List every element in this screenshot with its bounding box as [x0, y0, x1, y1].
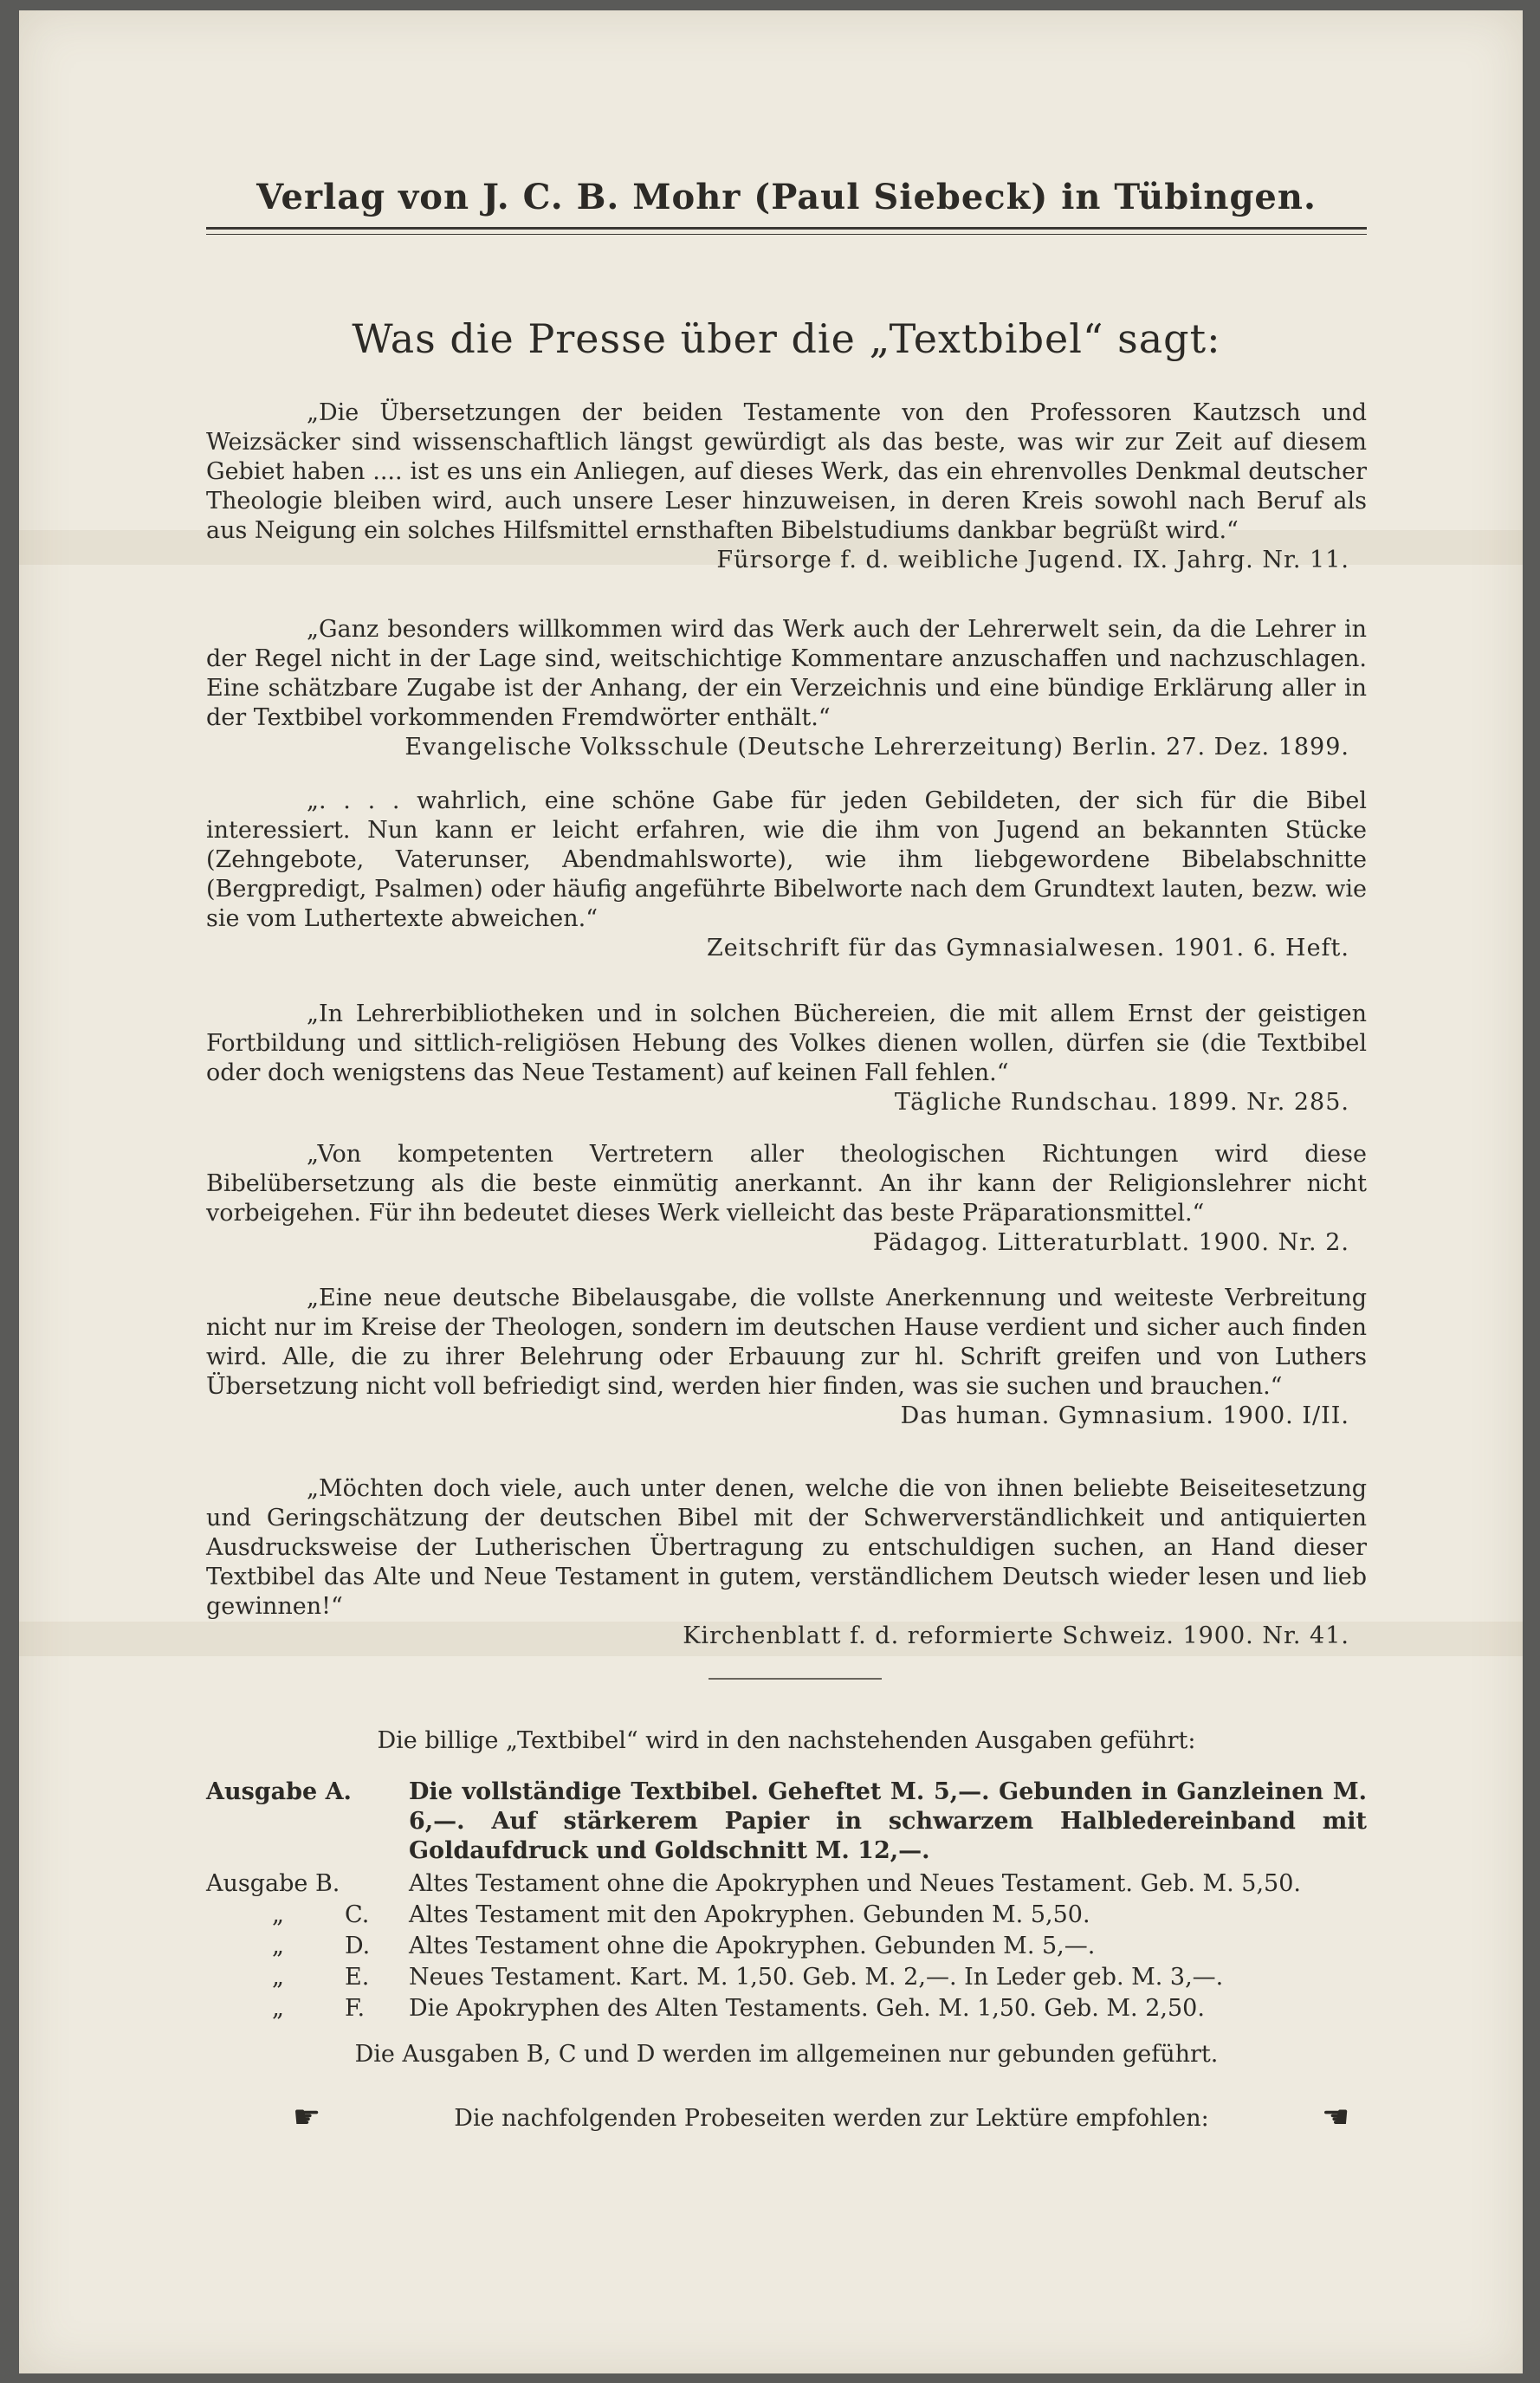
edition-text: Altes Testament mit den Apokryphen. Gebunden M. 5,50.: [409, 1901, 1090, 1928]
quote-source: Evangelische Volksschule (Deutsche Lehrerzeitung) Berlin. 27. Dez. 1899.: [404, 734, 1349, 761]
press-quote: [206, 615, 1367, 762]
section-divider: [709, 1678, 882, 1680]
ditto-mark: „: [272, 1995, 284, 2022]
press-quote: [206, 787, 1367, 963]
edition-letter: F.: [345, 1995, 366, 2022]
press-quote: [206, 1140, 1367, 1258]
quote-source: Fürsorge f. d. weibliche Jugend. IX. Jahrg. Nr. 11.: [716, 547, 1349, 573]
quote-text: „Eine neue deutsche Bibelausgabe, die vollste Anerkennung und weiteste Verbreitung nicht nur im Kreise der Theologen, sondern im deutschen Hause verdient und sicher auch finden wird. Alle, die zu ihrer Belehrung oder Erbauung zur hl. Schrift greifen und von Luthers Übersetzung nicht voll befriedigt sind, werden hier finden, was sie suchen und brauchen.“: [206, 1285, 1367, 1400]
header-rule-thin: [206, 234, 1367, 235]
quote-source: Pädagog. Litteraturblatt. 1900. Nr. 2.: [872, 1229, 1349, 1256]
ditto-mark: „: [272, 1964, 284, 1991]
edition-text: Altes Testament ohne die Apokryphen. Gebunden M. 5,—.: [409, 1933, 1096, 1959]
quote-source: Kirchenblatt f. d. reformierte Schweiz. 1900. Nr. 41.: [683, 1622, 1349, 1649]
press-quote: [206, 398, 1367, 575]
page-sheet: [19, 10, 1523, 2373]
quote-text: „In Lehrerbibliotheken und in solchen Büchereien, die mit allem Ernst der geistigen Fortbildung und sittlich-religiösen Hebung des Volkes dienen wollen, dürfen sie (die Textbibel oder doch wenigstens das Neue Testament) auf keinen Fall fehlen.“: [206, 1000, 1367, 1086]
pointing-hand-icon: ☛: [1321, 2100, 1349, 2135]
press-quote: [206, 1474, 1367, 1651]
quote-text: „Von kompetenten Vertretern aller theologischen Richtungen wird diese Bibelübersetzung als die beste einmütig anerkannt. An ihr kann der Religionslehrer nicht vorbeigehen. Für ihn bedeutet dieses Werk vielleicht das beste Präparationsmittel.“: [206, 1141, 1367, 1227]
editions-intro: Die billige „Textbibel“ wird in den nachstehenden Ausgaben geführt:: [377, 1727, 1196, 1754]
quote-source: Zeitschrift für das Gymnasialwesen. 1901. 6. Heft.: [706, 935, 1349, 962]
recommendation-text: Die nachfolgenden Probeseiten werden zur Lektüre empfohlen:: [454, 2105, 1209, 2132]
edition-text: Die vollständige Textbibel. Geheftet M. 5,—. Gebunden in Ganzleinen M. 6,—. Auf stärkerem Papier in schwarzem Halbledereinband mit Goldaufdruck und Goldschnitt M. 12,—.: [409, 1778, 1367, 1864]
ditto-mark: „: [272, 1933, 284, 1959]
press-quote: [206, 1000, 1367, 1117]
edition-letter: C.: [345, 1901, 370, 1928]
edition-label: Ausgabe A.: [206, 1778, 352, 1805]
ditto-mark: „: [272, 1901, 284, 1928]
page-title: Was die Presse über die „Textbibel“ sagt:: [352, 315, 1221, 362]
quote-source: Das human. Gymnasium. 1900. I/II.: [900, 1402, 1349, 1429]
edition-text: Neues Testament. Kart. M. 1,50. Geb. M. 2,—. In Leder geb. M. 3,—.: [409, 1964, 1224, 1991]
edition-text: Altes Testament ohne die Apokryphen und Neues Testament. Geb. M. 5,50.: [409, 1870, 1301, 1897]
editions-note: Die Ausgaben B, C und D werden im allgemeinen nur gebunden geführt.: [354, 2041, 1219, 2068]
edition-letter: D.: [345, 1933, 371, 1959]
header-rule-thick: [206, 227, 1367, 230]
pointing-hand-icon: ☛: [293, 2100, 321, 2135]
quote-text: „. . . . wahrlich, eine schöne Gabe für jeden Gebildeten, der sich für die Bibel interessiert. Nun kann er leicht erfahren, wie die ihm von Jugend an bekannten Stücke (Zehngebote, Vaterunser, Abendmahlsworte), wie ihm liebgewordene Bibelabschnitte (Bergpredigt, Psalmen) oder häufig angeführte Bibelworte nach dem Grundtext lauten, bezw. wie sie vom Luthertexte abweichen.“: [206, 787, 1367, 932]
quote-text: „Ganz besonders willkommen wird das Werk auch der Lehrerwelt sein, da die Lehrer in der Regel nicht in der Lage sind, weitschichtige Kommentare anzuschaffen und nachzuschlagen. Eine schätzbare Zugabe ist der Anhang, der ein Verzeichnis und eine bündige Erklärung aller in der Textbibel vorkommenden Fremdwörter enthält.“: [206, 616, 1367, 731]
quote-text: „Möchten doch viele, auch unter denen, welche die von ihnen beliebte Beiseitesetzung und Geringschätzung der deutschen Bibel mit der Schwerverständlichkeit und antiquierten Ausdrucksweise der Lutherischen Übertragung zu entschuldigen suchen, an Hand dieser Textbibel das Alte und Neue Testament in gutem, verständlichem Deutsch wieder lesen und lieb gewinnen!“: [206, 1475, 1367, 1620]
edition-label: Ausgabe B.: [206, 1870, 340, 1897]
quote-source: Tägliche Rundschau. 1899. Nr. 285.: [894, 1089, 1349, 1116]
publisher-header: Verlag von J. C. B. Mohr (Paul Siebeck) in Tübingen.: [256, 177, 1317, 217]
edition-letter: E.: [345, 1964, 370, 1991]
press-quote: [206, 1284, 1367, 1431]
edition-text: Die Apokryphen des Alten Testaments. Geh. M. 1,50. Geb. M. 2,50.: [409, 1995, 1205, 2022]
quote-text: „Die Übersetzungen der beiden Testamente von den Professoren Kautzsch und Weizsäcker sind wissenschaftlich längst gewürdigt als das beste, was wir zur Zeit auf diesem Gebiet haben .... ist es uns ein Anliegen, auf dieses Werk, das ein ehrenvolles Denkmal deutscher Theologie bleiben wird, auch unsere Leser hinzuweisen, in deren Kreis sowohl nach Beruf als aus Neigung ein solches Hilfsmittel ernsthaften Bibelstudiums dankbar begrüßt wird.“: [206, 399, 1367, 544]
